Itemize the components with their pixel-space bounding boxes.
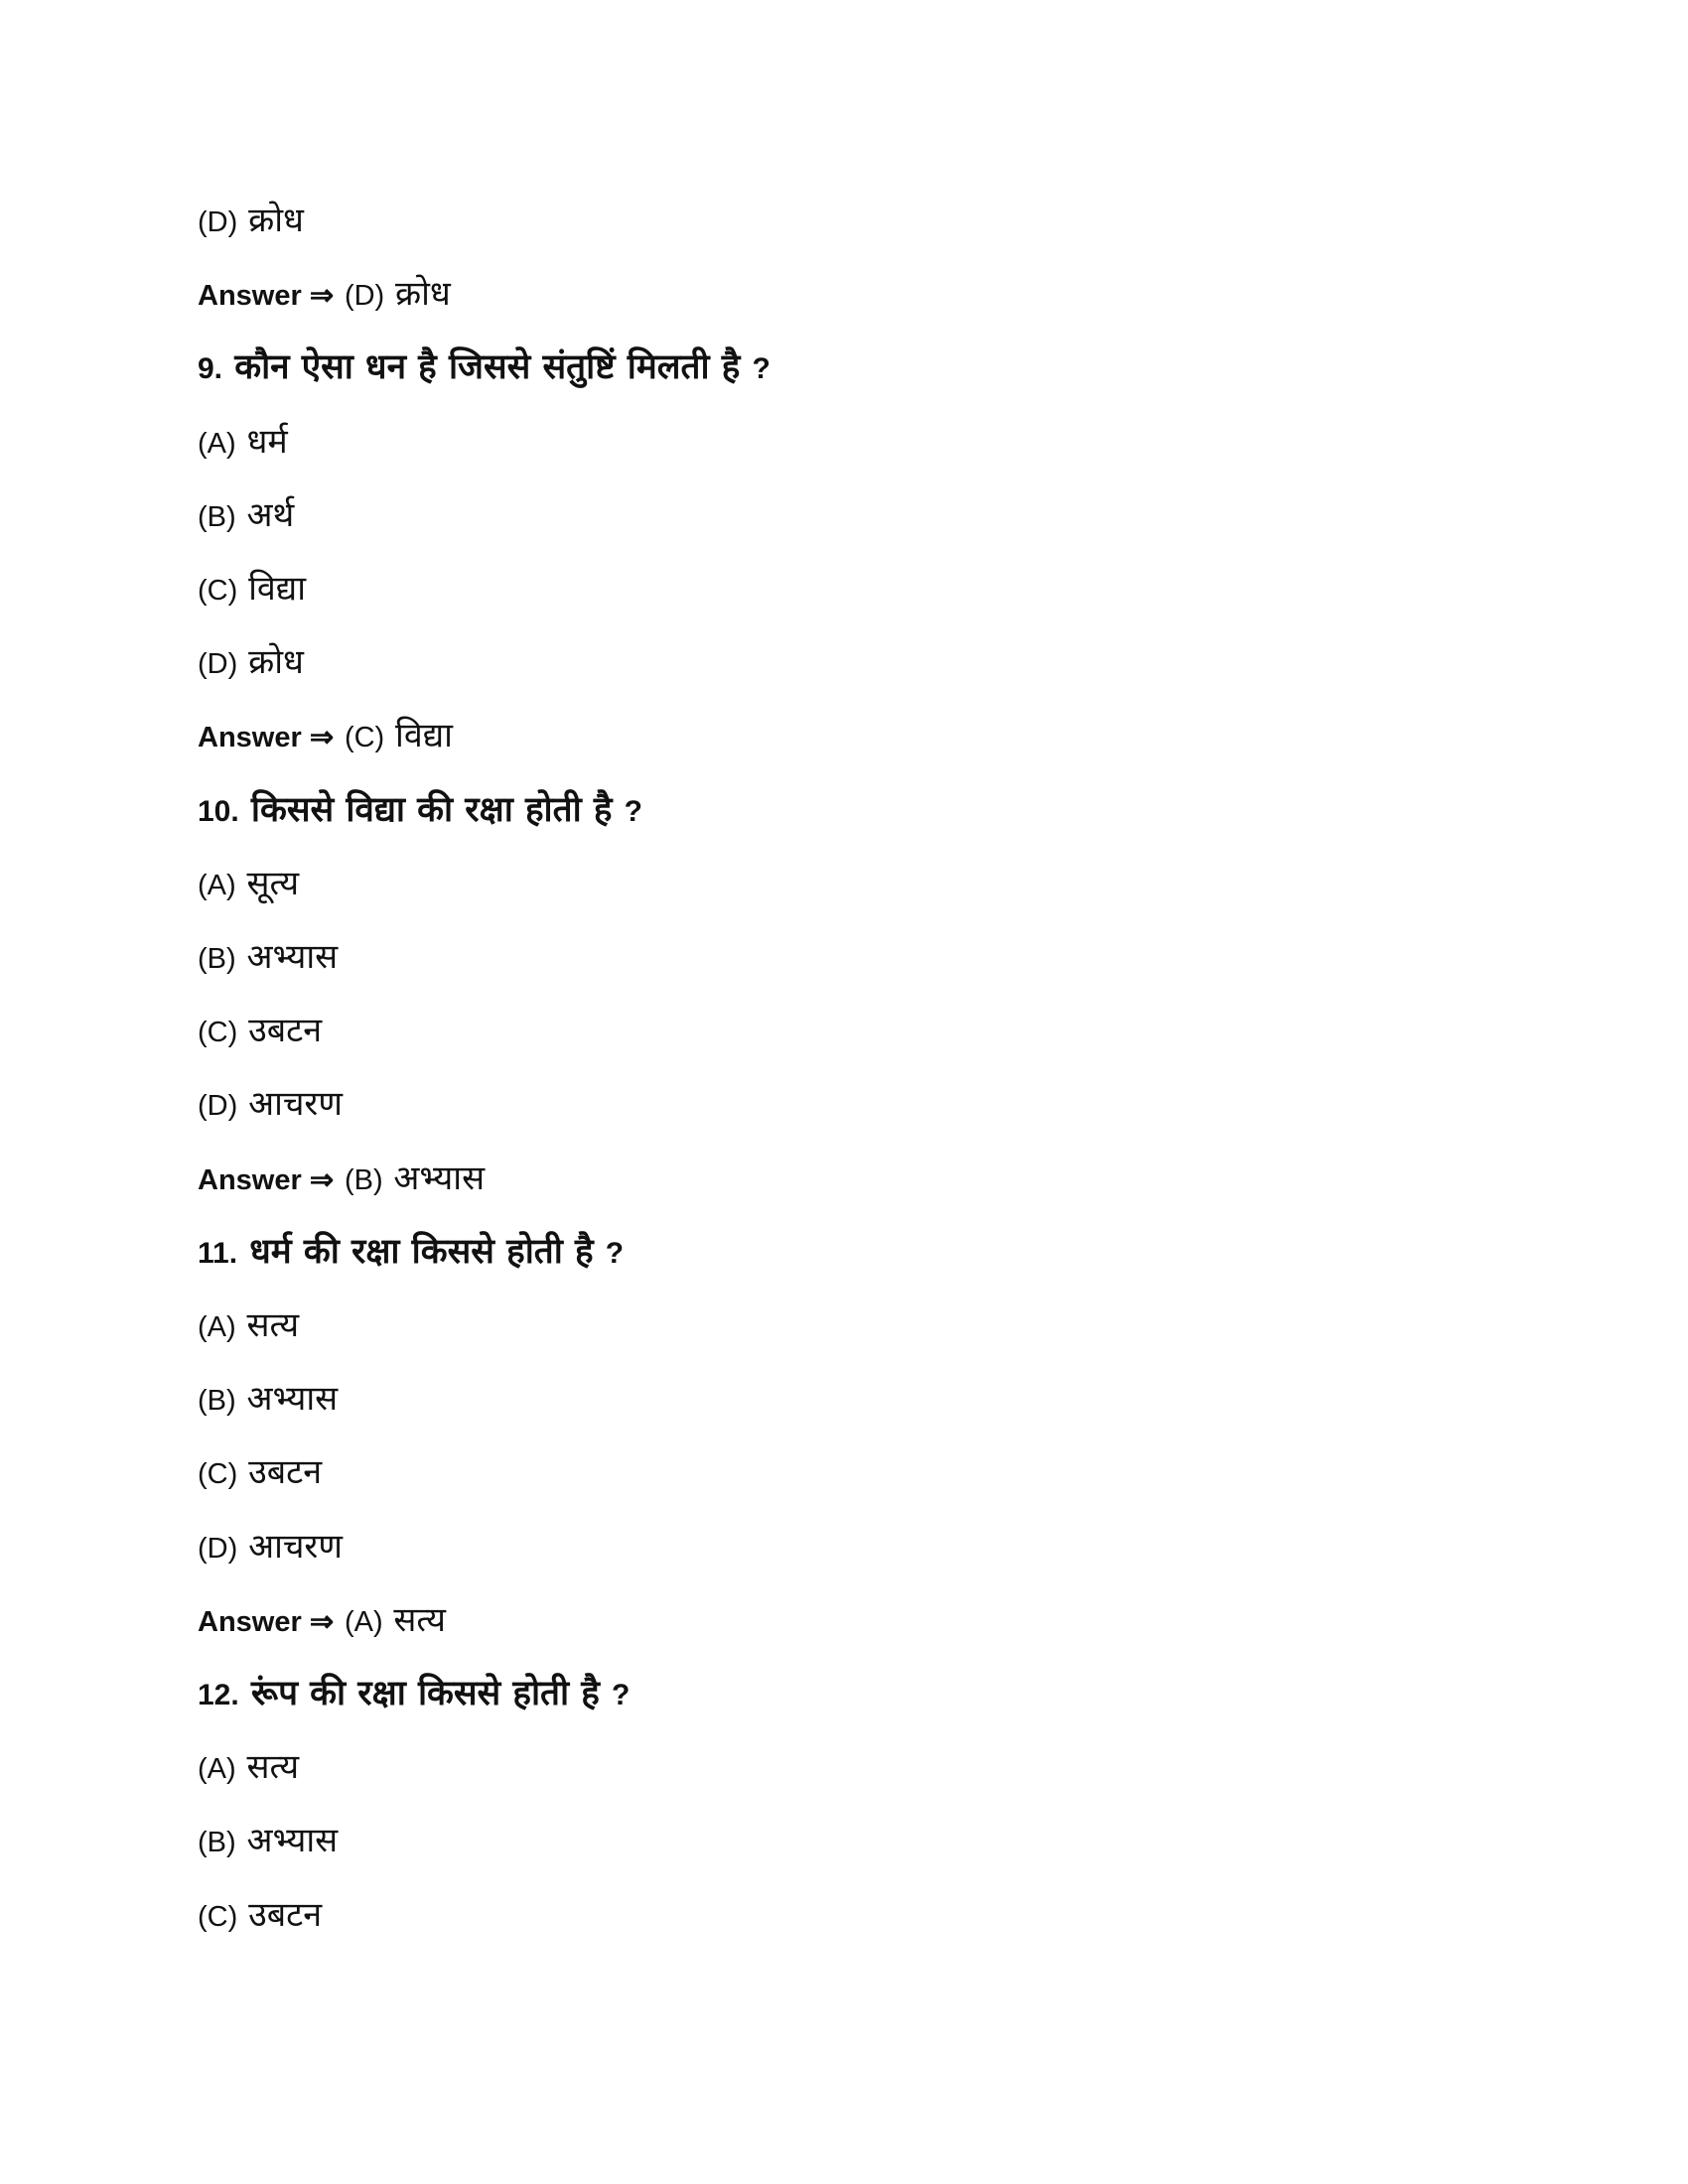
option-line	[198, 1739, 299, 1795]
option-line	[198, 1076, 343, 1132]
option-line	[198, 487, 294, 543]
option-label: (D)	[198, 648, 238, 681]
option-text: उबटन	[248, 1011, 323, 1051]
question-line	[198, 1224, 624, 1280]
option-line	[198, 414, 288, 470]
option-line	[198, 561, 306, 616]
option-line	[198, 929, 338, 985]
option-text: अभ्यास	[246, 1379, 339, 1420]
question-mark: ?	[624, 794, 642, 828]
option-line	[198, 1887, 322, 1943]
answer-line	[198, 1592, 446, 1648]
option-line	[198, 1519, 343, 1574]
answer-text: अभ्यास	[393, 1158, 486, 1198]
option-label: (B)	[198, 943, 236, 975]
option-label: (C)	[198, 575, 238, 607]
answer-option-label: (A)	[344, 1605, 383, 1638]
question-text	[198, 1232, 624, 1272]
question-number: 10.	[198, 794, 239, 828]
option-text: सूत्य	[246, 863, 300, 903]
question-line	[198, 1666, 630, 1721]
question-number: 11.	[198, 1236, 238, 1270]
question-mark: ?	[605, 1236, 625, 1270]
answer-text: सत्य	[393, 1599, 446, 1640]
option-label: (C)	[198, 1900, 238, 1933]
option-label: (A)	[198, 869, 236, 901]
answer-label: Answer ⇒	[198, 1163, 335, 1196]
option-text: अभ्यास	[246, 1821, 339, 1861]
question-text	[198, 790, 642, 830]
option-line	[198, 1003, 322, 1058]
question-text	[198, 1674, 630, 1713]
option-text: अर्थ	[246, 494, 295, 535]
answer-option-label: (B)	[344, 1163, 383, 1196]
option-label: (C)	[198, 1458, 238, 1491]
answer-line	[198, 1151, 485, 1206]
option-label: (C)	[198, 1017, 238, 1049]
answer-label: Answer ⇒	[198, 722, 335, 754]
option-label: (B)	[198, 1385, 236, 1418]
answer-text: क्रोध	[395, 274, 451, 315]
option-label: (B)	[198, 1827, 236, 1859]
option-label: (D)	[198, 1090, 238, 1123]
option-text: सत्य	[246, 1747, 300, 1788]
option-line	[198, 1297, 299, 1353]
answer-option-label: (D)	[344, 280, 385, 313]
option-line	[198, 856, 299, 911]
option-text: धर्म	[246, 421, 288, 462]
option-label: (A)	[198, 1311, 236, 1343]
option-line	[198, 1444, 322, 1500]
question-number: 12.	[198, 1679, 239, 1711]
option-line	[198, 193, 304, 248]
option-label: (B)	[198, 500, 236, 533]
question-body: धर्म की रक्षा किससे होती है	[249, 1231, 594, 1272]
question-mark: ?	[752, 352, 771, 386]
answer-label: Answer ⇒	[198, 280, 335, 313]
question-text	[198, 347, 771, 387]
option-text: सत्य	[246, 1305, 300, 1345]
option-line	[198, 1813, 338, 1868]
question-body: रूंप की रक्षा किससे होती है	[250, 1674, 600, 1713]
answer-line	[198, 266, 451, 322]
answer-option-label: (C)	[344, 722, 385, 754]
option-label: (A)	[198, 1753, 236, 1786]
answer-line	[198, 708, 453, 763]
option-text: आचरण	[248, 1084, 343, 1125]
option-text: क्रोध	[248, 201, 304, 240]
option-text: आचरण	[248, 1526, 343, 1567]
question-number: 9.	[198, 352, 223, 386]
answer-label: Answer ⇒	[198, 1605, 335, 1638]
question-line	[198, 782, 642, 838]
question-body: किससे विद्या की रक्षा होती है	[250, 789, 613, 830]
option-text: अभ्यास	[246, 937, 339, 977]
option-label: (A)	[198, 427, 236, 460]
option-line	[198, 634, 304, 690]
question-line	[198, 340, 771, 395]
option-label: (D)	[198, 1532, 238, 1565]
option-text: क्रोध	[248, 642, 304, 683]
option-text: विद्या	[248, 569, 307, 609]
answer-text: विद्या	[395, 716, 453, 756]
option-text: उबटन	[248, 1452, 323, 1493]
question-mark: ?	[612, 1679, 631, 1711]
option-label: (D)	[198, 206, 238, 238]
option-text: उबटन	[248, 1894, 323, 1935]
question-body: कौन ऐसा धन है जिससे संतुष्टिं मिलती है	[234, 347, 741, 388]
option-line	[198, 1371, 338, 1427]
